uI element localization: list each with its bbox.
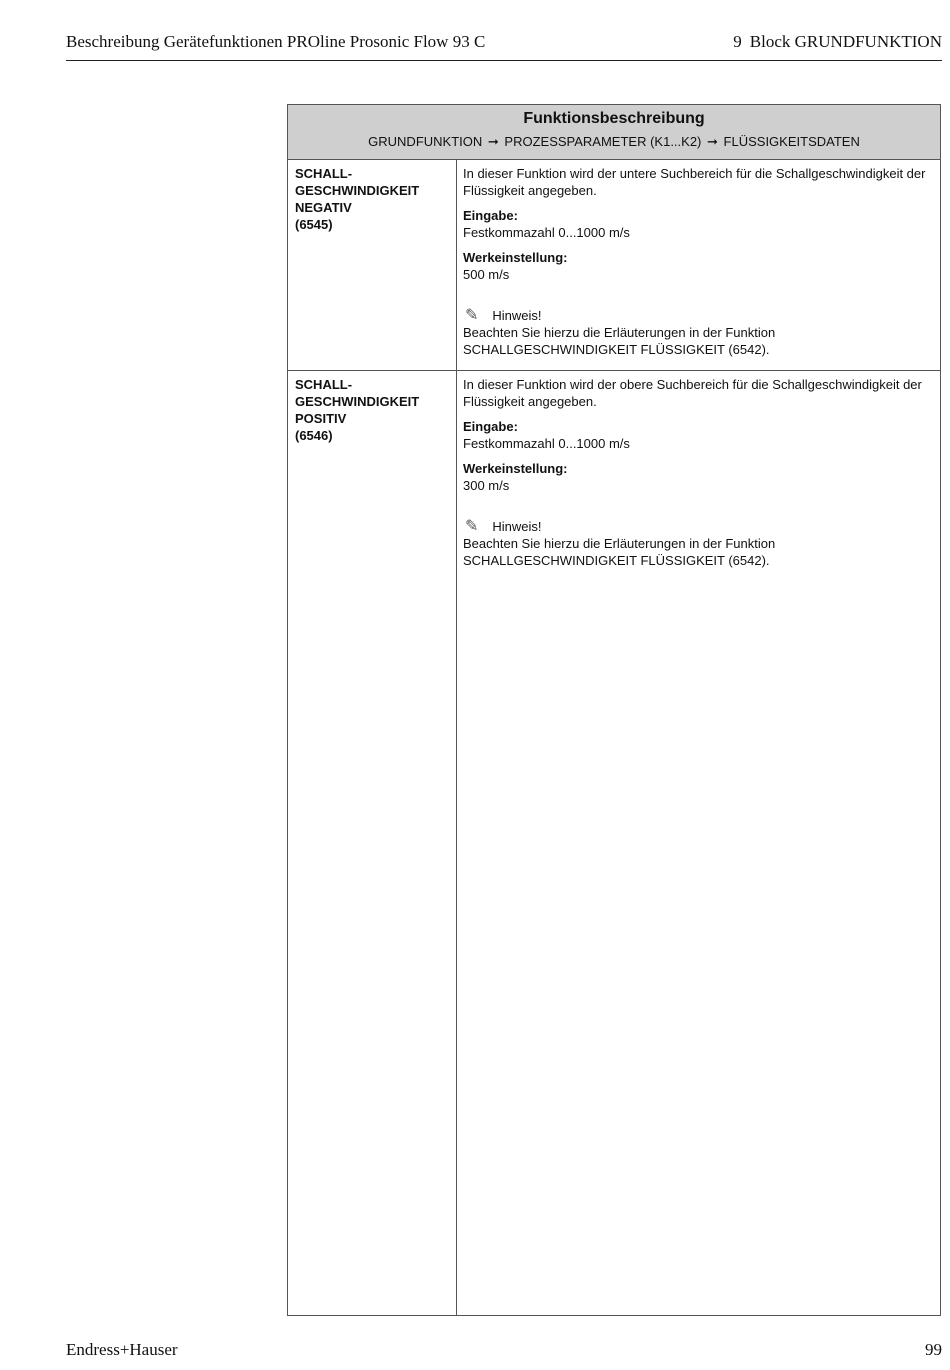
description-text: In dieser Funktion wird der untere Suchbereich für die Schallgeschwindigkeit der Flüssigkeit angegeben. [463, 166, 926, 198]
default-value: 300 m/s [463, 478, 510, 493]
table-title: Funktionsbeschreibung [523, 110, 705, 127]
table-header [288, 105, 940, 160]
note-label: Hinweis! [492, 519, 542, 534]
default-value: 500 m/s [463, 267, 510, 282]
function-name [295, 376, 445, 444]
function-code: (6546) [295, 428, 333, 443]
table-row [288, 160, 940, 371]
section-number: 9 [733, 32, 742, 51]
section-title: Block GRUNDFUNKTION [749, 32, 942, 51]
description-text: In dieser Funktion wird der obere Suchbereich für die Schallgeschwindigkeit der Flüssigkeit angegeben. [463, 377, 922, 409]
function-name-line: SCHALL- [295, 166, 353, 181]
note-heading [463, 518, 935, 535]
function-name-line: NEGATIV [295, 200, 352, 215]
input-label: Eingabe: [463, 208, 518, 223]
input-label: Eingabe: [463, 419, 518, 434]
function-description [463, 165, 935, 358]
arrow-right-icon: ➞ [707, 134, 718, 149]
menu-path [288, 134, 940, 150]
note-heading [463, 307, 935, 324]
input-value: Festkommazahl 0...1000 m/s [463, 225, 630, 240]
function-code: (6545) [295, 217, 333, 232]
path-item: PROZESSPARAMETER (K1...K2) [504, 134, 702, 149]
path-item: FLÜSSIGKEITSDATEN [723, 134, 860, 149]
function-name [295, 165, 445, 233]
function-table [287, 104, 941, 1316]
function-name-line: SCHALL- [295, 377, 353, 392]
document-title: Beschreibung Gerätefunktionen PROline Prosonic Flow 93 C [66, 32, 486, 51]
function-name-line: POSITIV [295, 411, 347, 426]
note-text: Beachten Sie hierzu die Erläuterungen in der Funktion SCHALLGESCHWINDIGKEIT FLÜSSIGKEIT (6542). [463, 536, 776, 568]
brand-name: Endress+Hauser [66, 1340, 178, 1359]
note-label: Hinweis! [492, 308, 542, 323]
arrow-right-icon: ➞ [487, 134, 499, 149]
pencil-icon: ✎ [465, 518, 479, 535]
function-description [463, 376, 935, 569]
table-row [288, 371, 940, 1315]
path-item: GRUNDFUNKTION [368, 134, 483, 149]
section-heading [733, 32, 942, 52]
function-name-line: GESCHWINDIGKEIT [295, 183, 420, 198]
default-label: Werkeinstellung: [463, 461, 568, 476]
page-header [66, 30, 942, 61]
pencil-icon: ✎ [465, 307, 479, 324]
function-name-line: GESCHWINDIGKEIT [295, 394, 420, 409]
default-label: Werkeinstellung: [463, 250, 568, 265]
note-text: Beachten Sie hierzu die Erläuterungen in der Funktion SCHALLGESCHWINDIGKEIT FLÜSSIGKEIT (6542). [463, 325, 776, 357]
input-value: Festkommazahl 0...1000 m/s [463, 436, 630, 451]
page-number: 99 [925, 1340, 942, 1359]
